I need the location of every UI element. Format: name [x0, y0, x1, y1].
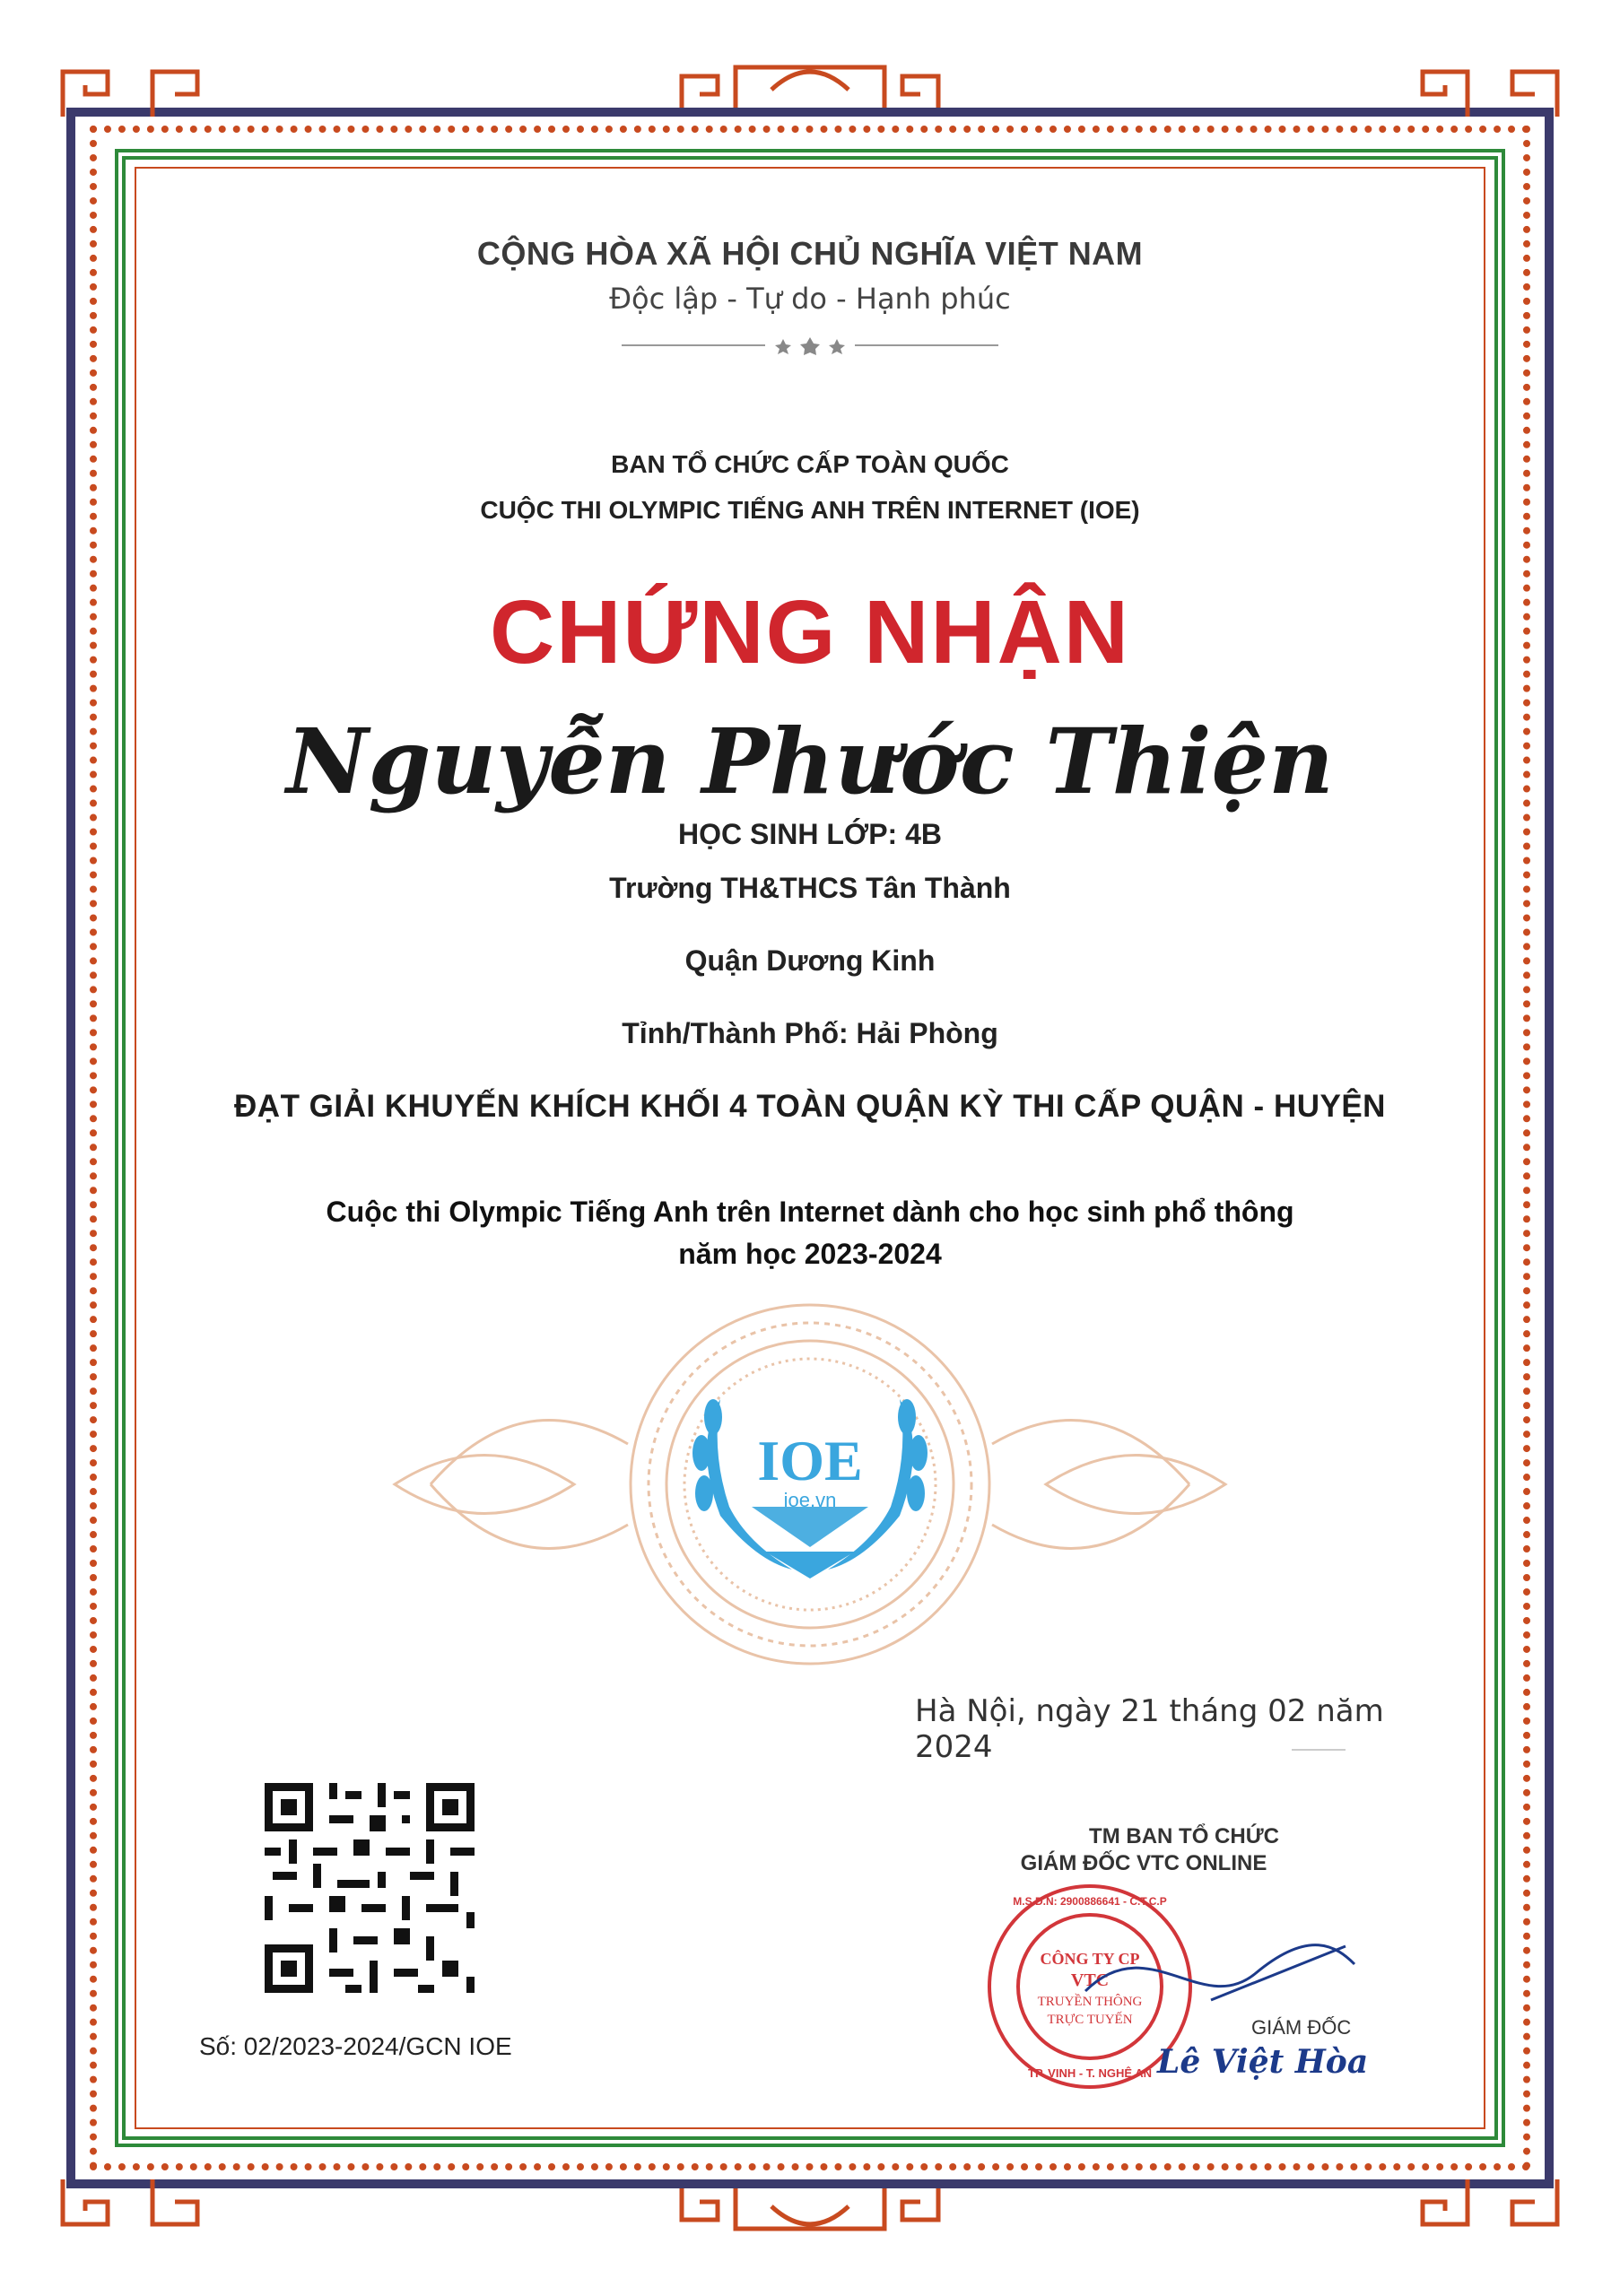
school-year: năm học 2023-2024	[678, 1238, 942, 1270]
stamp-vtc-text: VTC	[1070, 1970, 1110, 1990]
province-name: Tỉnh/Thành Phố: Hải Phòng	[622, 1017, 998, 1049]
issue-date: Hà Nội, ngày 21 tháng 02 năm 2024	[915, 1693, 1384, 1765]
signatory-name: Lê Việt Hòa	[1157, 2043, 1369, 2081]
stamp-line1-text: TRUYỀN THÔNG	[1037, 1995, 1143, 2009]
ioe-logo-text: IOE	[757, 1429, 863, 1492]
signatory-org-line-2: GIÁM ĐỐC VTC ONLINE	[1020, 1851, 1267, 1875]
school-name: Trường TH&THCS Tân Thành	[609, 872, 1011, 904]
contest-description: Cuộc thi Olympic Tiếng Anh trên Internet dành cho học sinh phổ thông	[326, 1196, 1294, 1228]
signature-stroke-icon	[1076, 1919, 1363, 2027]
date-underline	[1292, 1749, 1346, 1751]
signatory-org-line-1: TM BAN TỔ CHỨC	[1089, 1824, 1279, 1848]
ioe-emblem-icon	[377, 1292, 1243, 1677]
certificate-title: CHỨNG NHẬN	[489, 582, 1131, 683]
top-ornament-icon	[54, 54, 1566, 126]
signatory-title: GIÁM ĐỐC	[1251, 2016, 1352, 2039]
bottom-ornament-icon	[54, 2170, 1566, 2242]
organizer-line-1: BAN TỔ CHỨC CẤP TOÀN QUỐC	[611, 450, 1009, 478]
class-line: HỌC SINH LỚP: 4B	[678, 818, 942, 850]
republic-heading: CỘNG HÒA XÃ HỘI CHỦ NGHĨA VIỆT NAM	[476, 235, 1144, 272]
stamp-company-text: CÔNG TY CP	[1040, 1950, 1140, 1968]
ioe-logo-url: ioe.vn	[783, 1489, 837, 1511]
stamp-top-text: M.S.D.N: 2900886641 - C.T.C.P	[1013, 1895, 1167, 1908]
district-name: Quận Dương Kinh	[684, 944, 936, 977]
stamp-bottom-text: TP. VINH - T. NGHỆ AN	[1028, 2066, 1152, 2080]
organizer-line-2: CUỘC THI OLYMPIC TIẾNG ANH TRÊN INTERNET (IOE)	[480, 496, 1140, 524]
stamp-line2-text: TRỰC TUYẾN	[1047, 2013, 1133, 2027]
qr-code-icon	[265, 1783, 475, 1993]
recipient-name: Nguyễn Phước Thiện	[286, 709, 1334, 814]
divider-stars-icon	[622, 332, 998, 359]
certificate-serial-number: Số: 02/2023-2024/GCN IOE	[199, 2032, 512, 2060]
national-motto: Độc lập - Tự do - Hạnh phúc	[609, 282, 1011, 316]
award-statement: ĐẠT GIẢI KHUYẾN KHÍCH KHỐI 4 TOÀN QUẬN KỲ THI CẤP QUẬN - HUYỆN	[234, 1089, 1386, 1124]
